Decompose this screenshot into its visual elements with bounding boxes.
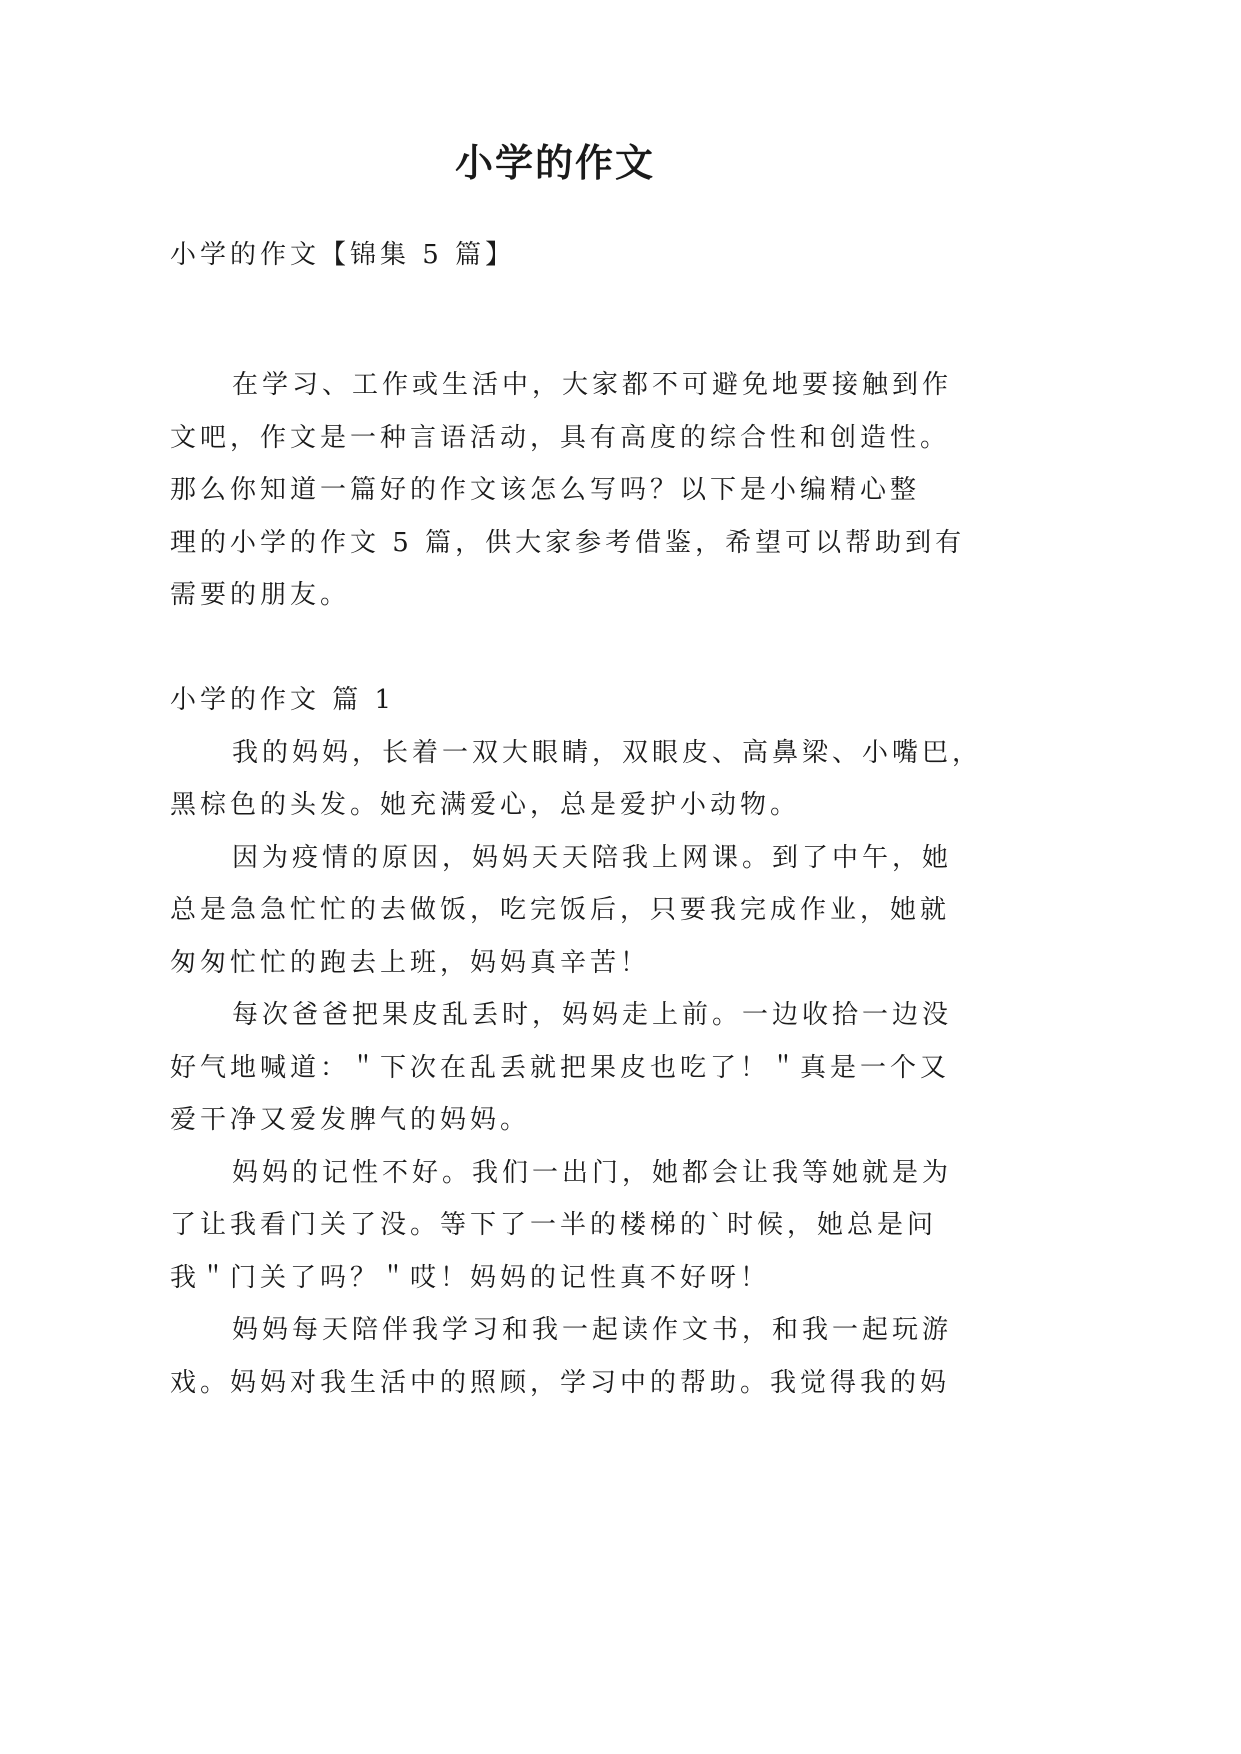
intro-line: 在学习、工作或生活中，大家都不可避免地要接触到作 (232, 370, 953, 400)
intro-line: 需要的朋友。 (170, 580, 351, 610)
essay-paragraph (170, 1147, 982, 1305)
essay-paragraph (170, 989, 982, 1147)
essay-paragraph (170, 832, 982, 990)
intro-paragraph (170, 359, 965, 622)
essay-section-1 (170, 674, 982, 1409)
paragraph-line: 妈妈每天陪伴我学习和我一起读作文书，和我一起玩游 (232, 1315, 953, 1345)
paragraph-line: 妈妈的记性不好。我们一出门，她都会让我等她就是为 (232, 1157, 953, 1188)
intro-line: 理的小学的作文 5 篇，供大家参考借鉴，希望可以帮助到有 (170, 527, 966, 558)
paragraph-line: 我的妈妈，长着一双大眼睛，双眼皮、高鼻梁、小嘴巴， (232, 737, 983, 768)
paragraph-line: 爱干净又爱发脾气的妈妈。 (170, 1105, 531, 1135)
section-heading: 小学的作文 篇 1 (170, 685, 396, 715)
paragraph-line: 黑棕色的头发。她充满爱心，总是爱护小动物。 (170, 790, 801, 820)
essay-paragraph (170, 1304, 982, 1409)
paragraph-line: 总是急急忙忙的去做饭，吃完饭后，只要我完成作业，她就 (170, 895, 951, 925)
paragraph-line: 每次爸爸把果皮乱丢时，妈妈走上前。一边收拾一边没 (232, 1000, 953, 1030)
paragraph-line: 因为疫情的原因，妈妈天天陪我上网课。到了中午，她 (232, 842, 953, 873)
essay-paragraph (170, 727, 982, 832)
paragraph-line: 戏。妈妈对我生活中的照顾，学习中的帮助。我觉得我的妈 (170, 1367, 951, 1398)
paragraph-line: 好气地喊道：＂下次在乱丢就把果皮也吃了！＂真是一个又 (170, 1052, 951, 1083)
paragraph-line: 了让我看门关了没。等下了一半的楼梯的`时候，她总是问 (170, 1210, 938, 1240)
paragraph-line: 匆匆忙忙的跑去上班，妈妈真辛苦！ (170, 947, 651, 978)
document-title: 小学的作文 (454, 140, 655, 185)
document-subtitle: 小学的作文【锦集 5 篇】 (170, 240, 516, 270)
intro-line: 文吧，作文是一种言语活动，具有高度的综合性和创造性。 (170, 422, 951, 453)
intro-line: 那么你知道一篇好的作文该怎么写吗？以下是小编精心整 (170, 475, 921, 505)
paragraph-line: 我＂门关了吗？＂哎！妈妈的记性真不好呀！ (170, 1262, 771, 1293)
